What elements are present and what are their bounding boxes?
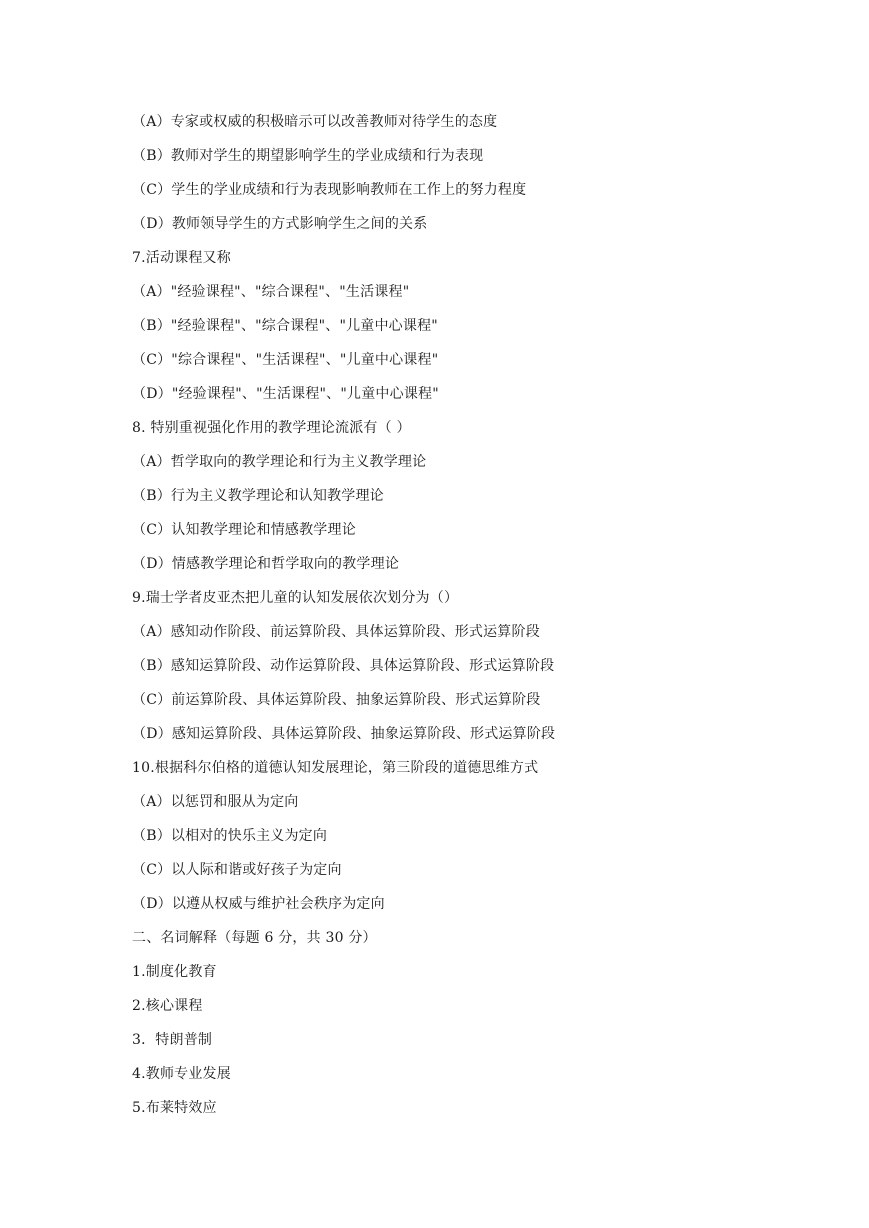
option-7c: （C）"综合课程"、"生活课程"、"儿童中心课程" xyxy=(132,352,439,368)
question-8: 8. 特别重视强化作用的教学理论流派有（ ） xyxy=(132,420,411,436)
option-9d: （D）感知运算阶段、具体运算阶段、抽象运算阶段、形式运算阶段 xyxy=(132,726,556,742)
option-8c: （C）认知教学理论和情感教学理论 xyxy=(132,522,356,538)
option-10d: （D）以遵从权威与维护社会秩序为定向 xyxy=(132,896,385,912)
section-heading-2: 二、名词解释（每题 6 分，共 30 分） xyxy=(132,930,377,946)
option-7d: （D）"经验课程"、"生活课程"、"儿童中心课程" xyxy=(132,386,439,402)
option-10b: （B）以相对的快乐主义为定向 xyxy=(132,828,328,844)
option-6a: （A）专家或权威的积极暗示可以改善教师对待学生的态度 xyxy=(132,114,498,130)
question-9: 9.瑞士学者皮亚杰把儿童的认知发展依次划分为（） xyxy=(132,590,459,606)
question-10: 10.根据科尔伯格的道德认知发展理论，第三阶段的道德思维方式 xyxy=(132,760,539,776)
option-9c: （C）前运算阶段、具体运算阶段、抽象运算阶段、形式运算阶段 xyxy=(132,692,541,708)
option-9b: （B）感知运算阶段、动作运算阶段、具体运算阶段、形式运算阶段 xyxy=(132,658,555,674)
option-9a: （A）感知动作阶段、前运算阶段、具体运算阶段、形式运算阶段 xyxy=(132,624,540,640)
term-3: 3．特朗普制 xyxy=(132,1032,213,1048)
option-10c: （C）以人际和谐或好孩子为定向 xyxy=(132,862,342,878)
term-2: 2.核心课程 xyxy=(132,998,203,1014)
option-10a: （A）以惩罚和服从为定向 xyxy=(132,794,299,810)
term-4: 4.教师专业发展 xyxy=(132,1066,231,1082)
option-6d: （D）教师领导学生的方式影响学生之间的关系 xyxy=(132,216,428,232)
option-8a: （A）哲学取向的教学理论和行为主义教学理论 xyxy=(132,454,427,470)
option-8d: （D）情感教学理论和哲学取向的教学理论 xyxy=(132,556,400,572)
option-7b: （B）"经验课程"、"综合课程"、"儿童中心课程" xyxy=(132,318,438,334)
document-body xyxy=(132,108,832,1128)
option-8b: （B）行为主义教学理论和认知教学理论 xyxy=(132,488,384,504)
option-6c: （C）学生的学业成绩和行为表现影响教师在工作上的努力程度 xyxy=(132,182,527,198)
term-5: 5.布莱特效应 xyxy=(132,1100,217,1116)
term-1: 1.制度化教育 xyxy=(132,964,217,980)
option-6b: （B）教师对学生的期望影响学生的学业成绩和行为表现 xyxy=(132,148,484,164)
question-7: 7.活动课程又称 xyxy=(132,250,231,266)
option-7a: （A）"经验课程"、"综合课程"、"生活课程" xyxy=(132,284,410,300)
